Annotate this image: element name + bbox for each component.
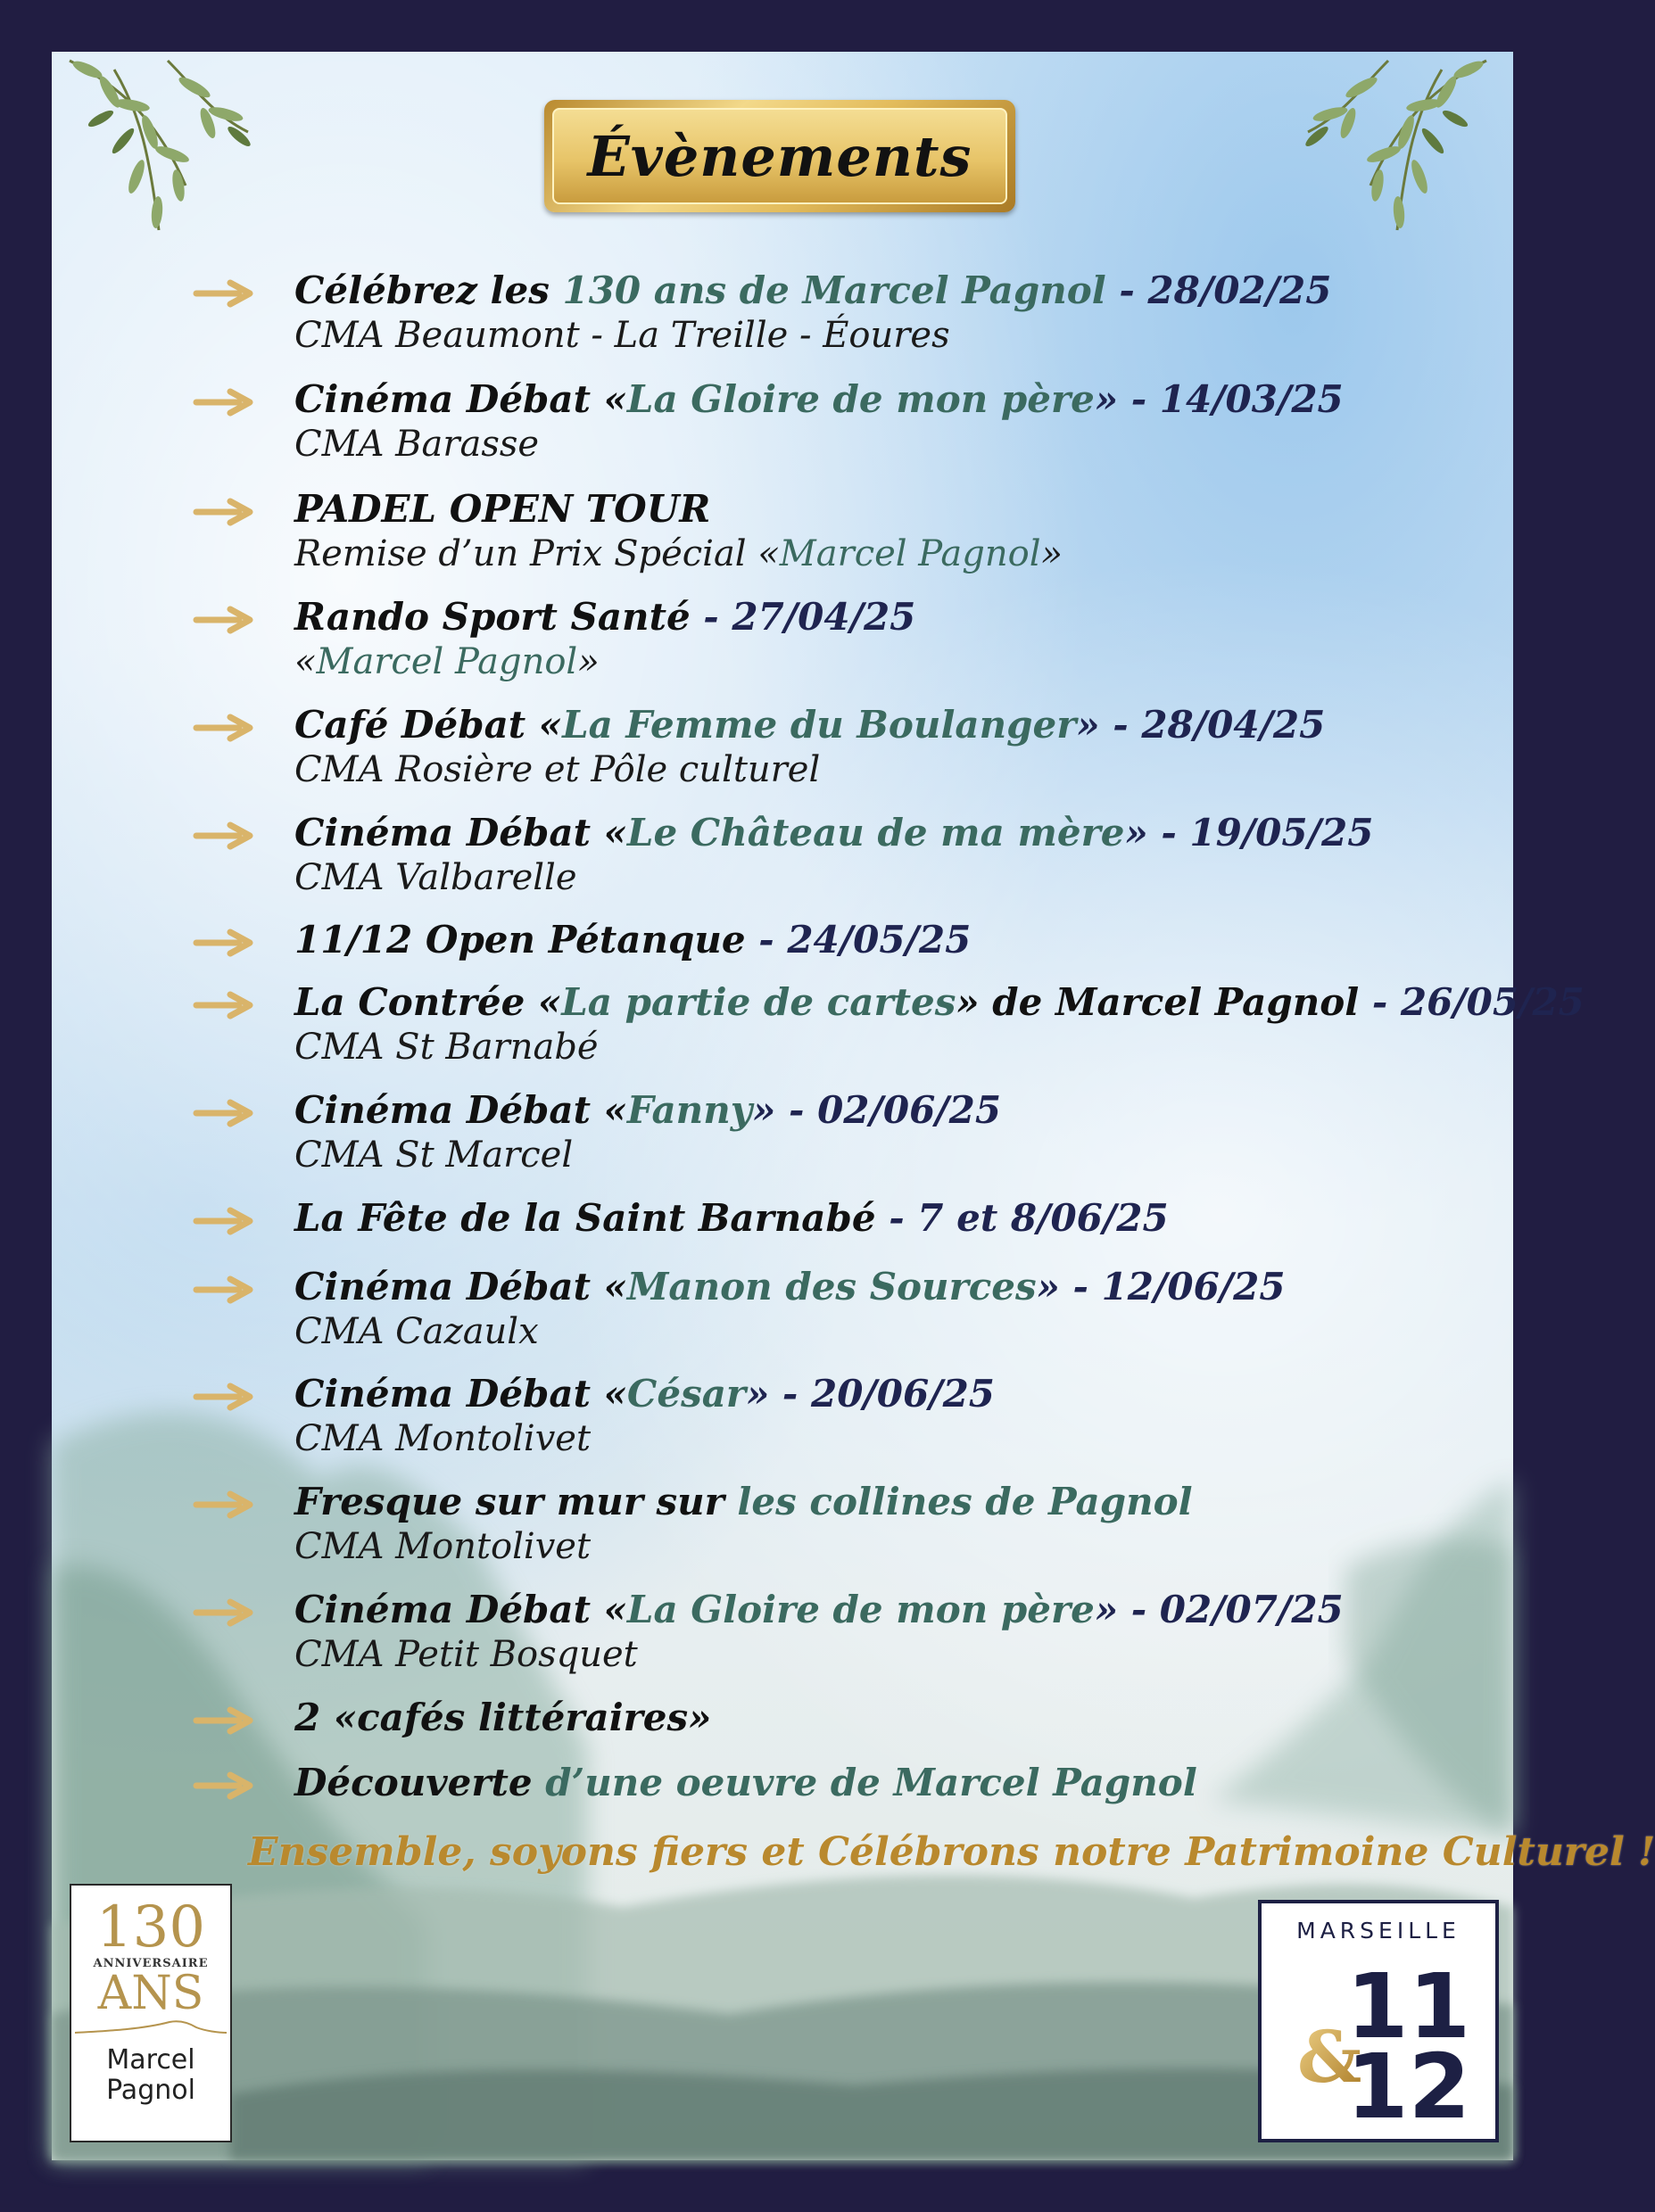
event-item xyxy=(194,811,1373,900)
logo-number: 130 xyxy=(95,1894,206,1960)
arrow-right-icon xyxy=(194,1100,255,1127)
logo-name-2: Pagnol xyxy=(106,2075,195,2106)
arrow-right-icon xyxy=(194,1276,255,1303)
event-item xyxy=(194,377,1344,466)
arrow-right-icon xyxy=(194,280,255,307)
olive-branch-right-icon xyxy=(1272,52,1495,275)
poster xyxy=(52,52,1655,2160)
event-item xyxy=(194,268,1331,358)
event-text-segment: CMA Petit Bosquet xyxy=(294,1634,638,1675)
event-subtitle xyxy=(294,855,1373,900)
event-item xyxy=(194,1480,1193,1569)
arrow-right-icon xyxy=(194,822,255,849)
event-title xyxy=(294,377,1344,422)
olive-branch-left-icon xyxy=(61,52,284,275)
event-text-segment: La Gloire de mon père xyxy=(626,377,1095,421)
event-item xyxy=(194,1088,1001,1177)
event-text-segment: » - 02/07/25 xyxy=(1094,1588,1344,1631)
event-subtitle xyxy=(294,640,915,684)
event-text-segment: » xyxy=(1040,533,1063,574)
arrow-right-icon xyxy=(194,389,255,416)
logo-anniversaire: ANNIVERSAIRE xyxy=(93,1957,209,1970)
event-text-segment: » de Marcel Pagnol xyxy=(956,980,1360,1024)
event-text-segment: CMA St Marcel xyxy=(294,1135,574,1176)
logo-num-bottom: 12 xyxy=(1346,2035,1471,2139)
event-subtitle xyxy=(294,1632,1344,1677)
event-subtitle xyxy=(294,532,1063,576)
event-text-segment: La Contrée « xyxy=(294,980,562,1024)
event-text-segment: 2 «cafés littéraires» xyxy=(294,1696,712,1739)
marseille-11-12-logo xyxy=(1258,1900,1499,2142)
event-text-segment: Remise d’un Prix Spécial « xyxy=(294,533,780,574)
logo-ans: ANS xyxy=(97,1967,204,2020)
event-text-segment: Marcel Pagnol xyxy=(316,641,578,682)
event-text-segment: Cinéma Débat « xyxy=(294,1372,627,1416)
event-text-segment: Cinéma Débat « xyxy=(294,1265,627,1308)
event-text-segment: PADEL OPEN TOUR xyxy=(294,487,711,531)
event-text-segment: Le Château de ma mère xyxy=(626,811,1125,854)
event-subtitle xyxy=(294,1309,1286,1354)
event-title xyxy=(294,918,971,962)
event-text-segment: Découverte xyxy=(294,1761,546,1804)
logo-name-1: Marcel xyxy=(106,2044,195,2076)
event-text-segment: CMA Barasse xyxy=(294,424,540,465)
event-item xyxy=(194,918,971,962)
event-text-segment: CMA St Barnabé xyxy=(294,1027,599,1068)
event-text-segment: CMA Cazaulx xyxy=(294,1311,539,1352)
event-title xyxy=(294,1265,1286,1309)
event-text-segment: - 7 et 8/06/25 xyxy=(875,1196,1169,1240)
event-item xyxy=(194,980,1585,1069)
event-title xyxy=(294,1696,711,1740)
event-text-segment: Cinéma Débat « xyxy=(294,377,627,421)
slogan: Ensemble, soyons fiers et Célébrons notre Patrimoine Culturel ! xyxy=(248,1829,1655,1875)
event-text-segment: Marcel Pagnol xyxy=(779,533,1041,574)
event-text-segment: 130 ans de Marcel Pagnol xyxy=(562,268,1106,312)
event-text-segment: les collines de Pagnol xyxy=(737,1480,1193,1523)
event-text-segment: d’une oeuvre de Marcel Pagnol xyxy=(545,1761,1197,1804)
event-subtitle xyxy=(294,1524,1193,1569)
event-title xyxy=(294,1480,1193,1524)
event-item xyxy=(194,487,1063,576)
event-title xyxy=(294,1761,1197,1805)
event-title xyxy=(294,1372,995,1416)
logo-amp: & xyxy=(1297,2015,1362,2099)
event-item xyxy=(194,595,915,684)
event-text-segment: Célébrez les xyxy=(294,268,563,312)
event-text-segment: CMA Beaumont - La Treille - Éoures xyxy=(294,315,950,356)
event-text-segment: CMA Valbarelle xyxy=(294,857,577,898)
event-text-segment: - 27/04/25 xyxy=(690,595,916,639)
arrow-right-icon xyxy=(194,1491,255,1518)
event-text-segment: » - 19/05/25 xyxy=(1124,811,1374,854)
event-text-segment: CMA Rosière et Pôle culturel xyxy=(294,749,821,790)
event-item xyxy=(194,1265,1286,1354)
event-text-segment: Cinéma Débat « xyxy=(294,811,627,854)
logo-city: MARSEILLE xyxy=(1296,1918,1461,1944)
event-text-segment: La Fête de la Saint Barnabé xyxy=(294,1196,876,1240)
arrow-right-icon xyxy=(194,1599,255,1626)
title-plate xyxy=(544,100,1015,212)
event-item xyxy=(194,1196,1169,1241)
event-item xyxy=(194,703,1325,792)
event-title xyxy=(294,595,915,640)
pagnol-130-logo xyxy=(70,1884,232,2142)
event-text-segment: César xyxy=(626,1372,747,1416)
arrow-right-icon xyxy=(194,929,255,956)
event-text-segment: 11/12 Open Pétanque xyxy=(294,918,746,962)
event-item xyxy=(194,1696,711,1740)
event-title xyxy=(294,980,1585,1025)
arrow-right-icon xyxy=(194,1772,255,1799)
event-subtitle xyxy=(294,1025,1585,1069)
event-text-segment: » - 14/03/25 xyxy=(1094,377,1344,421)
event-text-segment: La Gloire de mon père xyxy=(626,1588,1095,1631)
event-title xyxy=(294,811,1373,855)
event-title xyxy=(294,487,1063,532)
event-text-segment: Rando Sport Santé xyxy=(294,595,691,639)
event-subtitle xyxy=(294,1133,1001,1177)
arrow-right-icon xyxy=(194,1707,255,1734)
logo-num-top: 11 xyxy=(1346,1954,1471,2059)
event-item xyxy=(194,1588,1344,1677)
event-text-segment: Cinéma Débat « xyxy=(294,1588,627,1631)
event-title xyxy=(294,1588,1344,1632)
event-text-segment: » - 28/04/25 xyxy=(1076,703,1326,747)
logo-numbers xyxy=(1262,1903,1495,2139)
arrow-right-icon xyxy=(194,714,255,741)
arrow-right-icon xyxy=(194,499,255,525)
event-title xyxy=(294,268,1331,313)
event-text-segment: - 26/05/25 xyxy=(1359,980,1585,1024)
event-text-segment: « xyxy=(294,641,317,682)
event-text-segment: - 24/05/25 xyxy=(745,918,972,962)
event-subtitle xyxy=(294,1416,995,1461)
event-text-segment: » - 12/06/25 xyxy=(1036,1265,1286,1308)
arrow-right-icon xyxy=(194,1208,255,1234)
event-title xyxy=(294,1196,1169,1241)
event-text-segment: CMA Montolivet xyxy=(294,1526,592,1567)
event-text-segment: Fanny xyxy=(626,1088,753,1132)
event-text-segment: - 28/02/25 xyxy=(1105,268,1332,312)
arrow-right-icon xyxy=(194,1383,255,1410)
event-text-segment: La Femme du Boulanger xyxy=(562,703,1077,747)
arrow-right-icon xyxy=(194,607,255,633)
event-title xyxy=(294,703,1325,747)
event-text-segment: » - 20/06/25 xyxy=(746,1372,996,1416)
event-subtitle xyxy=(294,313,1331,358)
event-text-segment: CMA Montolivet xyxy=(294,1418,592,1459)
event-text-segment: Café Débat « xyxy=(294,703,563,747)
event-text-segment: Fresque sur mur sur xyxy=(294,1480,738,1523)
event-text-segment: Manon des Sources xyxy=(626,1265,1037,1308)
event-item xyxy=(194,1372,995,1461)
event-title xyxy=(294,1088,1001,1133)
event-text-segment: La partie de cartes xyxy=(561,980,956,1024)
event-text-segment: » - 02/06/25 xyxy=(752,1088,1002,1132)
page-title: Évènements xyxy=(587,123,972,189)
event-subtitle xyxy=(294,422,1344,466)
event-text-segment: » xyxy=(577,641,600,682)
arrow-right-icon xyxy=(194,992,255,1019)
event-item xyxy=(194,1761,1197,1805)
event-subtitle xyxy=(294,747,1325,792)
event-text-segment: Cinéma Débat « xyxy=(294,1088,627,1132)
